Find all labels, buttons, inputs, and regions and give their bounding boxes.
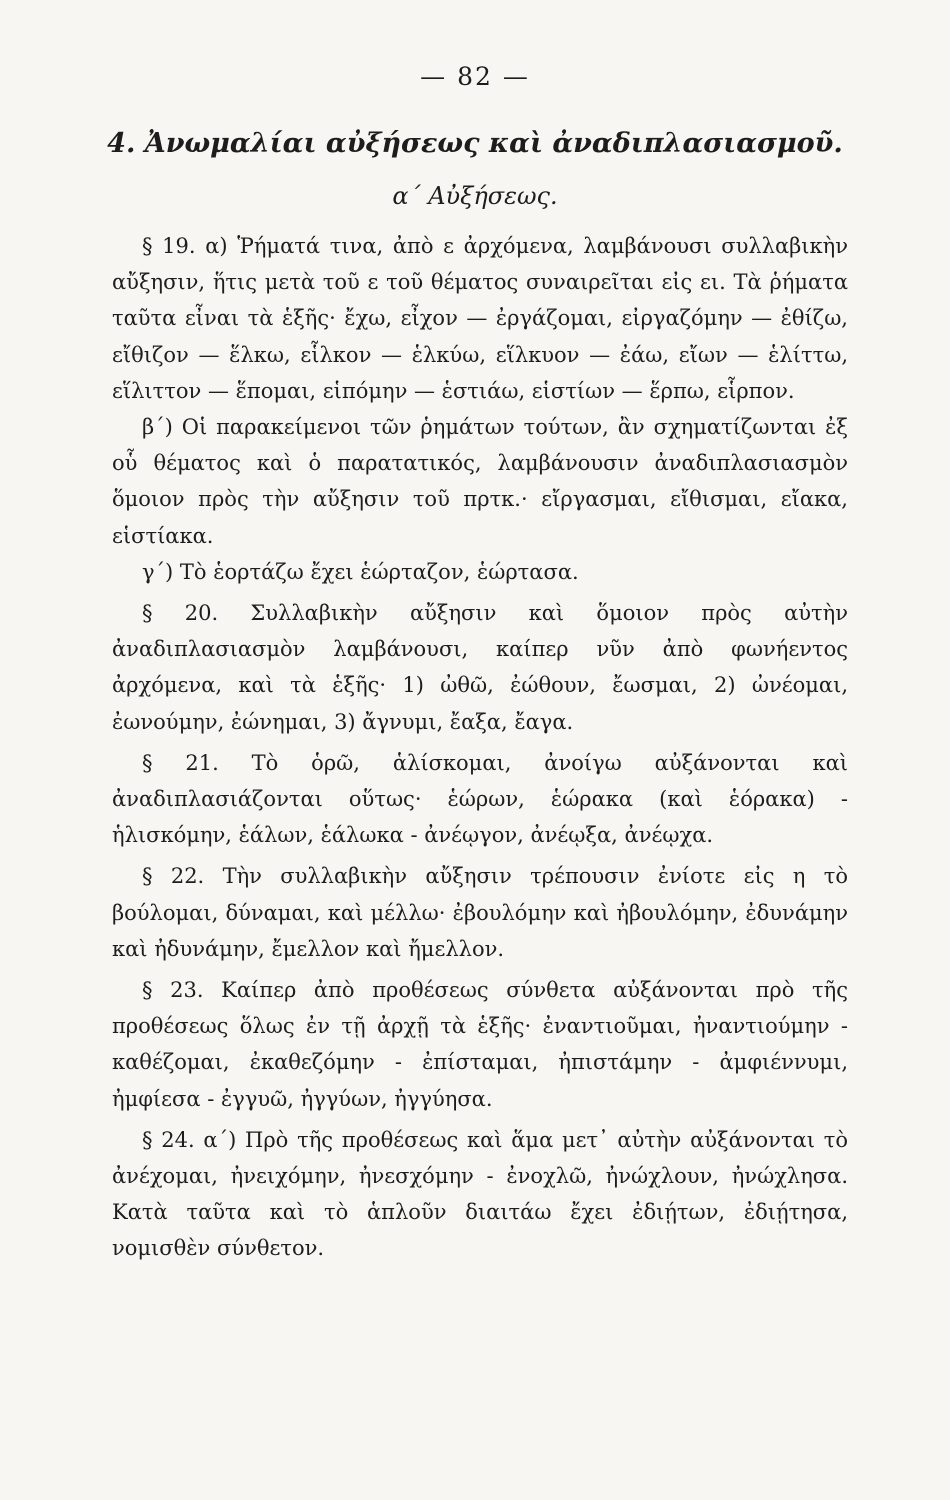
page-body [112,228,848,1267]
paragraph-19a: § 19. α) Ῥήματά τινα, ἀπὸ ε ἀρχόμενα, λαμβάνουσι συλλαβικὴν αὔξησιν, ἥτις μετὰ τοῦ ε τοῦ θέματος συναιρεῖται εἰς ει. Τὰ ῥήματα ταῦτα εἶναι τὰ ἑξῆς· ἔχω, εἶχον — ἐργάζομαι, εἰργαζόμην — ἐθίζω, εἴθιζον — ἕλκω, εἷλκον — ἑλκύω, εἵλκυον — ἐάω, εἴων — ἑλίττω, εἵλιττον — ἕπομαι, εἱπόμην — ἑστιάω, εἱστίων — ἕρπω, εἷρπον. [112,234,848,403]
paragraph-19b: β΄) Οἱ παρακείμενοι τῶν ῥημάτων τούτων, ἂν σχηματίζωνται ἐξ οὗ θέματος καὶ ὁ παρατατικός, λαμβάνουσιν ἀναδιπλασιασμὸν ὅμοιον πρὸς τὴν αὔξησιν τοῦ πρτκ.· εἴργασμαι, εἴθισμαι, εἴακα, εἱστίακα. [112,415,848,548]
paragraph-24: § 24. α΄) Πρὸ τῆς προθέσεως καὶ ἅμα μετ᾽ αὐτὴν αὐξάνονται τὸ ἀνέχομαι, ἠνειχόμην, ἠνεσχόμην - ἐνοχλῶ, ἠνώχλουν, ἠνώχλησα. Κατὰ ταῦτα καὶ τὸ ἁπλοῦν διαιτάω ἔχει ἐδιῄτων, ἐδιῄτησα, νομισθὲν σύνθετον. [112,1127,848,1261]
paragraph-23: § 23. Καίπερ ἀπὸ προθέσεως σύνθετα αὐξάνονται πρὸ τῆς προθέσεως ὅλως ἐν τῇ ἀρχῇ τὰ ἑξῆς· ἐναντιοῦμαι, ἠναντιούμην - καθέζομαι, ἐκαθεζόμην - ἐπίσταμαι, ἠπιστάμην - ἀμφιέννυμι, ἠμφίεσα - ἐγγυῶ, ἠγγύων, ἠγγύησα. [112,978,848,1111]
page-number: — 82 — [420,62,530,91]
paragraph-22: § 22. Τὴν συλλαβικὴν αὔξησιν τρέπουσιν ἐνίοτε εἰς η τὸ βούλομαι, δύναμαι, καὶ μέλλω· ἐβουλόμην καὶ ἠβουλόμην, ἐδυνάμην καὶ ἠδυνάμην, ἔμελλον καὶ ἤμελλον. [112,864,848,961]
paragraph-20: § 20. Συλλαβικὴν αὔξησιν καὶ ὅμοιον πρὸς αὐτὴν ἀναδιπλασιασμὸν λαμβάνουσι, καίπερ νῦν ἀπὸ φωνήεντος ἀρχόμενα, καὶ τὰ ἑξῆς· 1) ὠθῶ, ἐώθουν, ἔωσμαι, 2) ὠνέομαι, ἐωνούμην, ἐώνημαι, 3) ἄγνυμι, ἔαξα, ἔαγα. [112,601,848,734]
paragraph-19c: γ΄) Τὸ ἑορτάζω ἔχει ἑώρταζον, ἑώρτασα. [142,559,579,584]
chapter-title: 4. Ἀνωμαλίαι αὐξήσεως καὶ ἀναδιπλασιασμοῦ. [107,128,843,159]
section-title: α΄ Αὐξήσεως. [392,182,558,210]
paragraph-21: § 21. Τὸ ὁρῶ, ἁλίσκομαι, ἀνοίγω αὐξάνονται καὶ ἀναδιπλασιάζονται οὕτως· ἑώρων, ἑώρακα (καὶ ἑόρακα) - ἡλισκόμην, ἑάλων, ἑάλωκα - ἀνέῳγον, ἀνέῳξα, ἀνέῳχα. [112,750,848,848]
